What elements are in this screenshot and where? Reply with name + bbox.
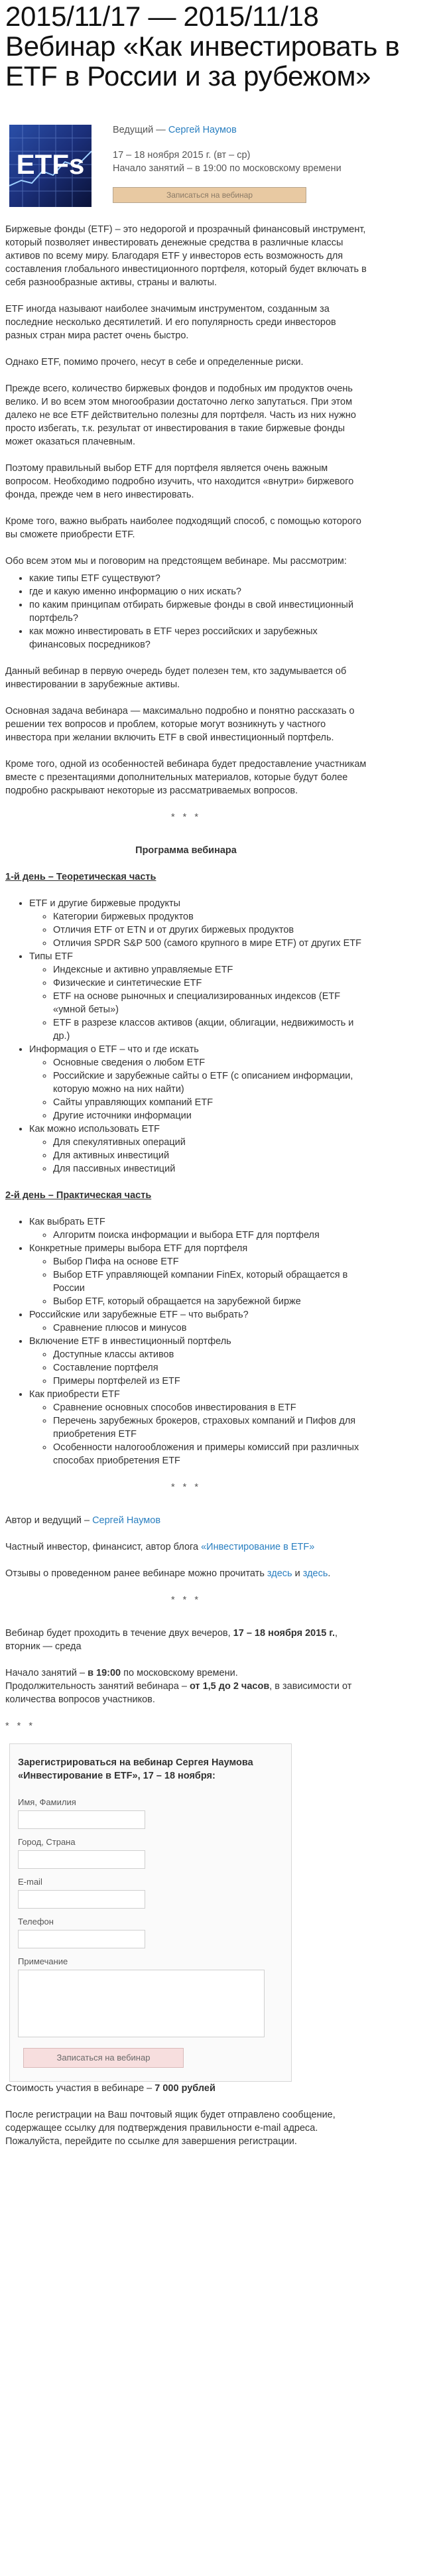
separator: * * * — [171, 812, 201, 823]
separator: * * * — [171, 1482, 201, 1493]
program-subitem: ◦ Сравнение основных способов инвестирования в ETF — [53, 1401, 367, 1414]
list-item: • где и какую именно информацию о них искать? — [29, 585, 367, 598]
email-input[interactable] — [18, 1890, 145, 1909]
webinar-meta — [113, 123, 404, 203]
program-subitem: ◦ ETF на основе рыночных и специализированных индексов (ETF «умной беты») — [53, 990, 367, 1016]
footer-note: После регистрации на Ваш почтовый ящик будет отправлено сообщение, содержащее ссылку для подтверждения правильности e-mail адреса. Пожалуйста, перейдите по ссылке для завершения регистрации. — [5, 2110, 336, 2147]
review-link-1[interactable]: здесь — [267, 1568, 292, 1579]
day1-program — [5, 897, 367, 1176]
program-subitem: ◦ Особенности налогообложения и примеры комиссий при различных способах приобретения ETF — [53, 1441, 367, 1467]
program-item: • Информация о ETF – что и где искать ◦ Основные сведения о любом ETF ◦ Российские и зарубежные сайты о ETF (с описанием информации, которую можно на них найти) ◦ Сайты управляющих компаний ETF ◦ Другие источники информации — [29, 1043, 367, 1122]
program-subitem: ◦ ETF в разрезе классов активов (акции, облигации, недвижимость и др.) — [53, 1016, 367, 1043]
note-textarea[interactable] — [18, 1970, 265, 2037]
program-item: • Российские или зарубежные ETF – что выбрать? ◦ Сравнение плюсов и минусов — [29, 1308, 367, 1335]
list-item: • какие типы ETF существуют? — [29, 572, 367, 585]
program-subitem: ◦ Основные сведения о любом ETF — [53, 1056, 367, 1069]
register-button-top[interactable]: Записаться на вебинар — [113, 187, 306, 203]
program-subitem: ◦ Физические и синтетические ETF — [53, 977, 367, 990]
list-item: • по каким принципам отбирать биржевые фонды в свой инвестиционный портфель? — [29, 598, 367, 625]
program-subitem: ◦ Для активных инвестиций — [53, 1149, 367, 1162]
program-item: • Конкретные примеры выбора ETF для портфеля ◦ Выбор Пифа на основе ETF ◦ Выбор ETF управляющей компании FinEx, который обращается в России ◦ Выбор ETF, который обращается на зарубежной бирже — [29, 1242, 367, 1308]
program-subitem: ◦ Для пассивных инвестиций — [53, 1162, 367, 1176]
program-item: • Типы ETF ◦ Индексные и активно управляемые ETF ◦ Физические и синтетические ETF ◦ ETF на основе рыночных и специализированных индексов (ETF «умной беты») ◦ ETF в разрезе классов активов (акции, облигации, недвижимость и др.) — [29, 950, 367, 1043]
author-line: Автор и ведущий – Сергей Наумов — [5, 1515, 161, 1526]
program-subitem: ◦ Российские и зарубежные сайты о ETF (с описанием информации, которую можно на них найти) — [53, 1069, 367, 1096]
registration-form — [9, 1743, 292, 2082]
etf-thumbnail — [9, 125, 92, 207]
etf-logo-text: ETFs — [16, 149, 85, 180]
program-subitem: ◦ Отличия ETF от ETN и от других биржевых продуктов — [53, 923, 367, 937]
program-subitem: ◦ Алгоритм поиска информации и выбора ETF для портфеля — [53, 1229, 367, 1242]
program-subitem: ◦ Составление портфеля — [53, 1361, 367, 1375]
author-link[interactable]: Сергей Наумов — [92, 1515, 161, 1526]
host-prefix: Ведущий — — [113, 125, 168, 135]
program-subitem: ◦ Категории биржевых продуктов — [53, 910, 367, 923]
program-subitem: ◦ Для спекулятивных операций — [53, 1136, 367, 1149]
intro-paragraph: Прежде всего, количество биржевых фондов и подобных им продуктов очень велико. И во всем этом многообразии достаточно легко запутаться. При этом далеко не все ETF действительно полезны для портфеля. Часть из них нужно просто избегать, т.к. результат от инвестирования в такие биржевые фонды может оказаться плачевным. — [5, 383, 356, 447]
program-item: • Как выбрать ETF ◦ Алгоритм поиска информации и выбора ETF для портфеля — [29, 1215, 367, 1242]
program-title: Программа вебинара — [135, 845, 237, 856]
intro-paragraph: Поэтому правильный выбор ETF для портфеля является очень важным вопросом. Необходимо подробно изучить, что находится «внутри» биржевого фонда, прежде чем в него инвестировать. — [5, 463, 354, 500]
program-subitem: ◦ Перечень зарубежных брокеров, страховых компаний и Пифов для приобретения ETF — [53, 1414, 367, 1441]
program-subitem: ◦ Сайты управляющих компаний ETF — [53, 1096, 367, 1109]
host-link[interactable]: Сергей Наумов — [168, 125, 237, 135]
review-link-2[interactable]: здесь — [302, 1568, 328, 1579]
day2-title: 2-й день – Практическая часть — [5, 1190, 152, 1201]
day2-program — [5, 1215, 367, 1467]
field-label: Город, Страна — [18, 1837, 76, 1847]
schedule-line: Продолжительность занятий вебинара – от 1,5 до 2 часов, в зависимости от количества вопросов участников. — [5, 1681, 352, 1705]
program-item: • Как приобрести ETF ◦ Сравнение основных способов инвестирования в ETF ◦ Перечень зарубежных брокеров, страховых компаний и Пифов для приобретения ETF ◦ Особенности налогообложения и примеры комиссий при различных способах приобретения ETF — [29, 1388, 367, 1467]
schedule-line: Начало занятий – в 19:00 по московскому времени. — [5, 1668, 238, 1678]
body-paragraph: Кроме того, одной из особенностей вебинара будет предоставление участникам вместе с презентациями дополнительных материалов, которые будут более подробно раскрывают некоторые из рассматриваемых вопросов. — [5, 759, 367, 796]
author-desc: Частный инвестор, финансист, автор блога «Инвестирование в ETF» — [5, 1542, 315, 1552]
program-subitem: ◦ Отличия SPDR S&P 500 (самого крупного в мире ETF) от других ETF — [53, 937, 367, 950]
body-paragraph: Данный вебинар в первую очередь будет полезен тем, кто задумывается об инвестировании в зарубежные активы. — [5, 666, 347, 690]
program-subitem: ◦ Выбор ETF, который обращается на зарубежной бирже — [53, 1295, 367, 1308]
program-subitem: ◦ Доступные классы активов — [53, 1348, 367, 1361]
phone-input[interactable] — [18, 1930, 145, 1948]
name-input[interactable] — [18, 1810, 145, 1829]
topics-list — [5, 572, 367, 651]
program-item: • ETF и другие биржевые продукты ◦ Категории биржевых продуктов ◦ Отличия ETF от ETN и от других биржевых продуктов ◦ Отличия SPDR S&P 500 (самого крупного в мире ETF) от других ETF — [29, 897, 367, 950]
webinar-dates: 17 – 18 ноября 2015 г. (вт – ср) — [113, 150, 251, 161]
separator: * * * — [171, 1595, 201, 1605]
price-line: Стоимость участия в вебинаре – 7 000 рублей — [5, 2083, 216, 2094]
intro-paragraph: Биржевые фонды (ETF) – это недорогой и прозрачный финансовый инструмент, который позволяет инвестировать денежные средства в различные классы активов по всему миру. Благодаря ETF у инвесторов есть возможность для составления глобального инвестиционного портфеля, который будет включать в себя разнообразные активы, страны и валюты. — [5, 224, 367, 288]
field-label: E-mail — [18, 1877, 42, 1887]
separator: * * * — [5, 1721, 35, 1731]
form-title: Зарегистрироваться на вебинар Сергея Наумова «Инвестирование в ETF», 17 – 18 ноября: — [18, 1757, 253, 1781]
body-paragraph: Основная задача вебинара — максимально подробно и понятно рассказать о решении тех вопросов и проблем, которые могут возникнуть у частного инвестора при желании включить ETF в свой инвестиционный портфель. — [5, 706, 355, 743]
program-item: • Включение ETF в инвестиционный портфель ◦ Доступные классы активов ◦ Составление портфеля ◦ Примеры портфелей из ETF — [29, 1335, 367, 1388]
program-subitem: ◦ Индексные и активно управляемые ETF — [53, 963, 367, 977]
field-label: Имя, Фамилия — [18, 1797, 76, 1807]
program-subitem: ◦ Сравнение плюсов и минусов — [53, 1322, 367, 1335]
list-item: • как можно инвестировать в ETF через российских и зарубежных финансовых посредников? — [29, 625, 367, 651]
day1-title: 1-й день – Теоретическая часть — [5, 872, 156, 882]
intro-paragraph: Однако ETF, помимо прочего, несут в себе и определенные риски. — [5, 357, 304, 368]
intro-paragraph: Кроме того, важно выбрать наиболее подходящий способ, с помощью которого вы сможете приобрести ETF. — [5, 516, 361, 540]
field-label: Телефон — [18, 1917, 54, 1927]
host-line — [113, 123, 404, 137]
program-item: • Как можно использовать ETF ◦ Для спекулятивных операций ◦ Для активных инвестиций ◦ Для пассивных инвестиций — [29, 1122, 367, 1176]
program-subitem: ◦ Другие источники информации — [53, 1109, 367, 1122]
blog-link[interactable]: «Инвестирование в ETF» — [201, 1542, 315, 1552]
intro-paragraph: ETF иногда называют наиболее значимым инструментом, созданным за последние несколько десятилетий. И его популярность среди инвесторов разных стран мира растет очень быстро. — [5, 304, 336, 341]
program-subitem: ◦ Примеры портфелей из ETF — [53, 1375, 367, 1388]
page-title: 2015/11/17 — 2015/11/18 Вебинар «Как инвестировать в ETF в России и за рубежом» — [5, 1, 400, 92]
schedule-line: Вебинар будет проходить в течение двух вечеров, 17 – 18 ноября 2015 г., вторник — среда — [5, 1628, 338, 1652]
submit-button[interactable]: Записаться на вебинар — [23, 2048, 184, 2068]
webinar-start-time: Начало занятий – в 19:00 по московскому времени — [113, 163, 341, 174]
field-label: Примечание — [18, 1956, 68, 1966]
article-body — [5, 223, 367, 2161]
intro-paragraph: Обо всем этом мы и поговорим на предстоящем вебинаре. Мы рассмотрим: — [5, 556, 347, 567]
reviews-line: Отзывы о проведенном ранее вебинаре можно прочитать здесь и здесь. — [5, 1568, 331, 1579]
city-input[interactable] — [18, 1850, 145, 1869]
program-subitem: ◦ Выбор ETF управляющей компании FinEx, который обращается в России — [53, 1268, 367, 1295]
program-subitem: ◦ Выбор Пифа на основе ETF — [53, 1255, 367, 1268]
